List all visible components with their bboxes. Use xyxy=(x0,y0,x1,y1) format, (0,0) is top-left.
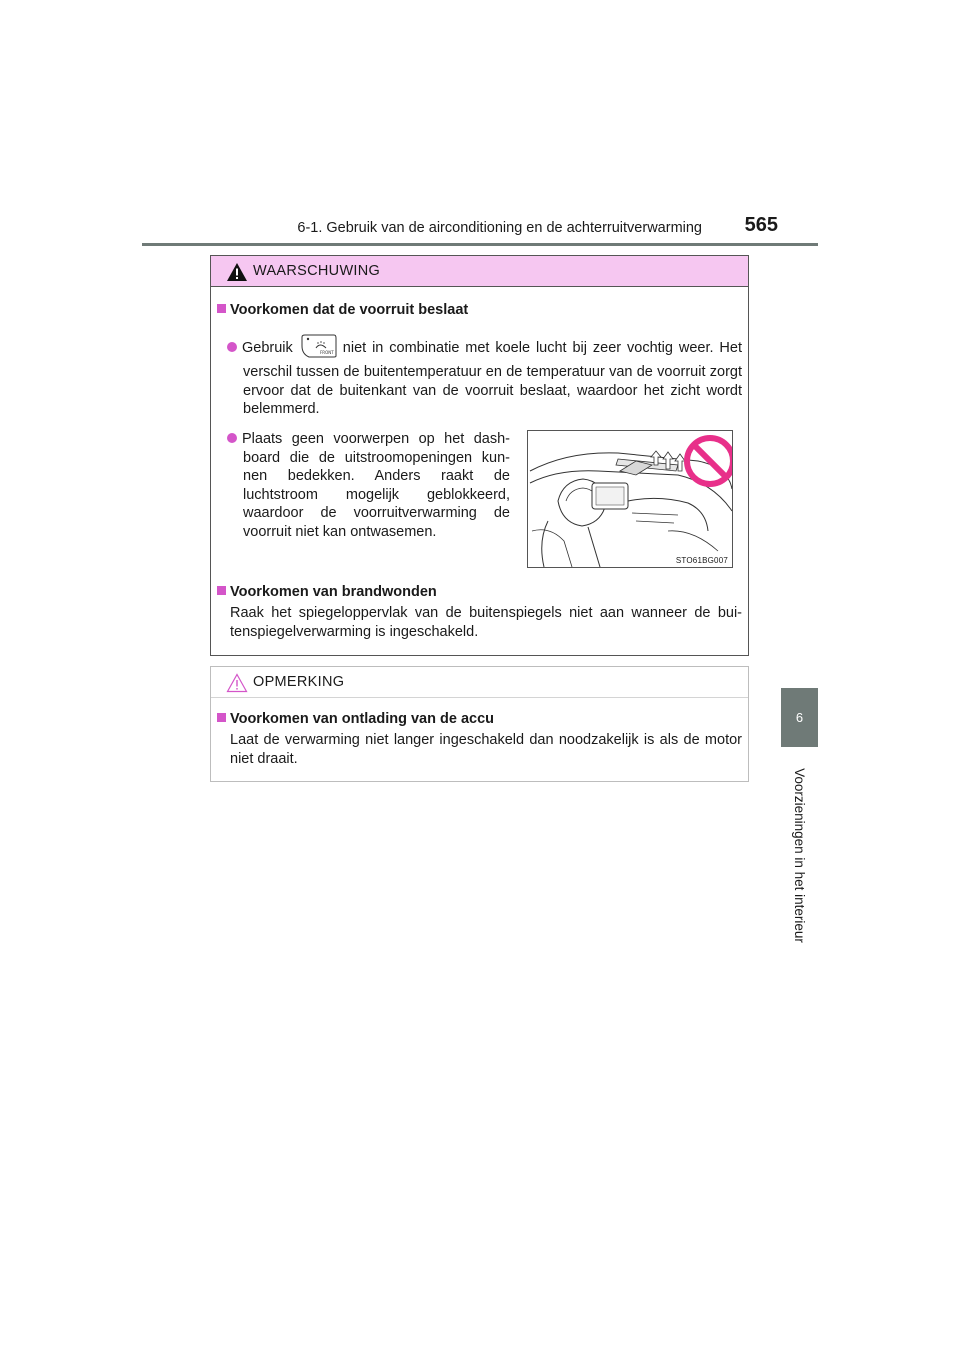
front-label: FRONT xyxy=(319,350,334,355)
square-bullet-icon xyxy=(217,586,226,595)
bullet-defroster-line xyxy=(227,338,742,358)
bullet-dashboard-text: Plaats geen voorwerpen op het dash-board die de uitstroomopeningen kun-nen bedekken. Anders raakt de luchtstroom mogelijk geblokkeerd, waardoor de voorruitverwarming de voorruit niet kan ontwasemen. xyxy=(242,431,510,540)
circle-bullet-icon xyxy=(227,433,237,443)
caution-triangle-icon xyxy=(226,673,248,693)
chapter-label xyxy=(766,760,832,950)
section-title: 6-1. Gebruik van de airconditioning en de achterruitverwarming xyxy=(297,220,702,236)
warning-box xyxy=(210,255,749,656)
page-number: 565 xyxy=(744,214,778,236)
circle-bullet-icon xyxy=(227,342,237,352)
chapter-tab xyxy=(781,688,818,747)
dashboard-drawing xyxy=(528,431,732,567)
battery-text: Laat de verwarming niet langer ingeschakeld dan noodzakelijk is als de motor niet draait. xyxy=(230,732,742,767)
heading-text: Voorkomen dat de voorruit beslaat xyxy=(230,302,469,318)
burns-text: Raak het spiegeloppervlak van de buitenspiegels niet aan wanneer de bui-tenspiegelverwarming is ingeschakeld. xyxy=(230,605,742,640)
notice-box xyxy=(210,666,749,782)
warning-heading-defog xyxy=(217,302,468,318)
warning-triangle-icon xyxy=(226,262,248,282)
chapter-number: 6 xyxy=(795,710,804,725)
warning-heading-burns xyxy=(217,584,437,600)
notice-header xyxy=(211,667,748,698)
warning-label: WAARSCHUWING xyxy=(253,263,381,279)
heading-text: Voorkomen van brandwonden xyxy=(230,584,437,600)
bullet-text-before: Gebruik xyxy=(242,339,293,356)
heading-text: Voorkomen van ontlading van de accu xyxy=(230,711,495,727)
dashboard-illustration xyxy=(527,430,733,568)
warning-header xyxy=(211,256,748,287)
header-rule xyxy=(142,243,818,246)
bullet-dashboard xyxy=(227,430,510,541)
square-bullet-icon xyxy=(217,304,226,313)
square-bullet-icon xyxy=(217,713,226,722)
front-defroster-button-icon xyxy=(299,334,337,358)
bullet-text-after: niet in combinatie met koele lucht bij zeer vochtig weer. Het xyxy=(342,339,742,356)
notice-label: OPMERKING xyxy=(253,674,345,690)
figure-code: STO61BG007 xyxy=(675,556,728,565)
bullet-defroster-continuation: verschil tussen de buitentemperatuur en de temperatuur van de voorruit zorgt ervoor dat de buitenkant van de voorruit beslaat, waardoor het zicht wordt belemmerd. xyxy=(243,364,742,417)
notice-heading-battery xyxy=(217,711,494,727)
chapter-title: Voorzieningen in het interieur xyxy=(791,767,807,943)
